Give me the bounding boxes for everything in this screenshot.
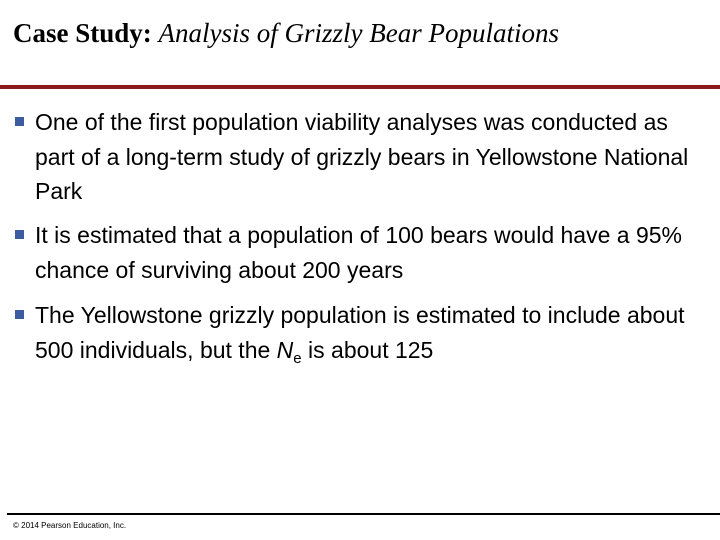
bullet-text-before: The Yellowstone grizzly population is estimated to include about 500 individuals, but the [35,302,685,363]
bullet-text-after: is about 125 [301,336,434,363]
effective-population-subscript: e [293,349,302,367]
bullet-item [15,218,710,287]
slide-title [13,16,559,50]
square-bullet-icon [15,230,24,239]
square-bullet-icon [15,117,24,126]
square-bullet-icon [15,310,24,319]
bullet-text: One of the first population viability analyses was conducted as part of a long-term study of grizzly bears in Yellowstone National Park [35,109,689,204]
bullet-text: It is estimated that a population of 100 bears would have a 95% chance of surviving about 200 years [35,222,682,283]
bullet-item [15,105,710,209]
effective-population-symbol: N [276,336,294,363]
bullet-item [15,298,710,376]
title-divider [0,85,720,89]
footer-divider [7,513,720,515]
copyright-footer: © 2014 Pearson Education, Inc. [13,521,127,530]
slide-title-bold: Case Study: [13,18,159,48]
slide-title-italic: Analysis of Grizzly Bear Populations [158,18,560,48]
